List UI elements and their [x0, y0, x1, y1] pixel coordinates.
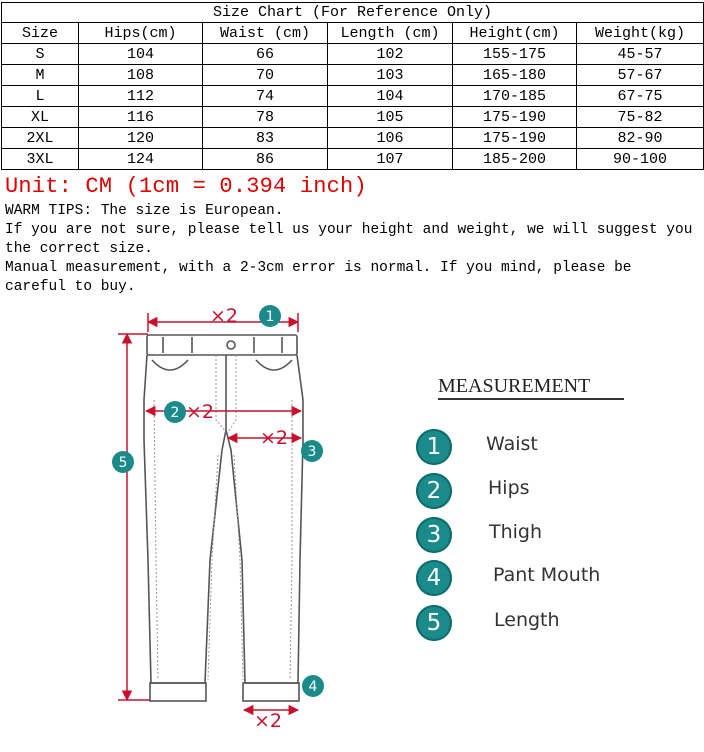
cell-waist: 66 [203, 44, 328, 65]
cell-length: 103 [328, 65, 453, 86]
pants-outline [144, 335, 303, 701]
table-header-row [2, 23, 704, 44]
table-row [2, 65, 704, 86]
size-chart-table [1, 2, 704, 170]
table-row [2, 149, 704, 170]
measurement-legend [414, 372, 674, 672]
table-row [2, 86, 704, 107]
waist-multiplier: ×2 [210, 305, 239, 327]
cell-size: M [2, 65, 79, 86]
cell-waist: 78 [203, 107, 328, 128]
legend-item-hips [414, 473, 674, 513]
cell-length: 107 [328, 149, 453, 170]
cell-weight: 82-90 [577, 128, 704, 149]
legend-number: 3 [416, 517, 452, 553]
cell-length: 104 [328, 86, 453, 107]
number-5: 5 [118, 455, 128, 471]
tip-line: WARM TIPS: The size is European. [5, 203, 284, 219]
legend-item-thigh [414, 517, 674, 557]
number-2: 2 [170, 405, 180, 421]
table-row [2, 128, 704, 149]
left-pocket [152, 360, 188, 370]
legend-item-waist [414, 429, 674, 469]
cell-size: 2XL [2, 128, 79, 149]
tip-line: Manual measurement, with a 2-3cm error is normal. If you mind, please be careful to buy. [5, 260, 632, 295]
belt-loops [163, 337, 282, 353]
left-cuff [150, 683, 206, 701]
legend-number: 2 [416, 473, 452, 509]
cell-size: S [2, 44, 79, 65]
legend-item-length [414, 605, 674, 645]
legend-label: Hips [488, 477, 530, 499]
waist-button [227, 341, 235, 349]
legend-label: Waist [486, 433, 538, 455]
cell-height: 155-175 [453, 44, 577, 65]
cell-height: 185-200 [453, 149, 577, 170]
cell-height: 165-180 [453, 65, 577, 86]
table-row [2, 44, 704, 65]
header-waist: Waist (cm) [203, 23, 328, 44]
size-chart-caption: Size Chart (For Reference Only) [1, 2, 704, 22]
thigh-multiplier: ×2 [260, 427, 289, 449]
cell-height: 175-190 [453, 107, 577, 128]
cell-length: 106 [328, 128, 453, 149]
cell-weight: 90-100 [577, 149, 704, 170]
cell-waist: 74 [203, 86, 328, 107]
header-length: Length (cm) [328, 23, 453, 44]
cell-size: 3XL [2, 149, 79, 170]
cell-hips: 104 [79, 44, 203, 65]
legend-label: Thigh [489, 521, 543, 543]
header-hips: Hips(cm) [79, 23, 203, 44]
number-4: 4 [308, 679, 318, 695]
warm-tips [5, 202, 700, 297]
tip-line: If you are not sure, please tell us your height and weight, we will suggest you the correct size. [5, 222, 693, 257]
legend-number: 1 [416, 429, 452, 465]
cell-hips: 116 [79, 107, 203, 128]
cell-weight: 67-75 [577, 86, 704, 107]
cell-length: 102 [328, 44, 453, 65]
cell-waist: 70 [203, 65, 328, 86]
header-height: Height(cm) [453, 23, 577, 44]
legend-label: Length [494, 609, 560, 631]
cell-hips: 108 [79, 65, 203, 86]
cell-size: XL [2, 107, 79, 128]
cell-hips: 124 [79, 149, 203, 170]
table-row [2, 107, 704, 128]
legend-number: 4 [416, 560, 452, 596]
waistband [147, 335, 297, 355]
cell-weight: 57-67 [577, 65, 704, 86]
legend-label: Pant Mouth [493, 564, 601, 586]
cell-hips: 120 [79, 128, 203, 149]
legend-number: 5 [416, 605, 452, 641]
legend-divider [438, 398, 624, 400]
cell-weight: 45-57 [577, 44, 704, 65]
cell-size: L [2, 86, 79, 107]
number-1: 1 [265, 309, 275, 325]
number-3: 3 [307, 444, 317, 460]
mouth-multiplier: ×2 [254, 710, 283, 732]
cell-waist: 83 [203, 128, 328, 149]
hips-multiplier: ×2 [186, 401, 215, 423]
unit-note: Unit: CM (1cm = 0.394 inch) [5, 174, 367, 199]
header-weight: Weight(kg) [577, 23, 704, 44]
cell-hips: 112 [79, 86, 203, 107]
cell-height: 175-190 [453, 128, 577, 149]
header-size: Size [2, 23, 79, 44]
cell-length: 105 [328, 107, 453, 128]
cell-height: 170-185 [453, 86, 577, 107]
legend-title: MEASUREMENT [438, 375, 591, 397]
cell-weight: 75-82 [577, 107, 704, 128]
cell-waist: 86 [203, 149, 328, 170]
legend-item-pant-mouth [414, 560, 674, 600]
right-cuff [243, 683, 299, 701]
right-pocket [256, 360, 292, 370]
